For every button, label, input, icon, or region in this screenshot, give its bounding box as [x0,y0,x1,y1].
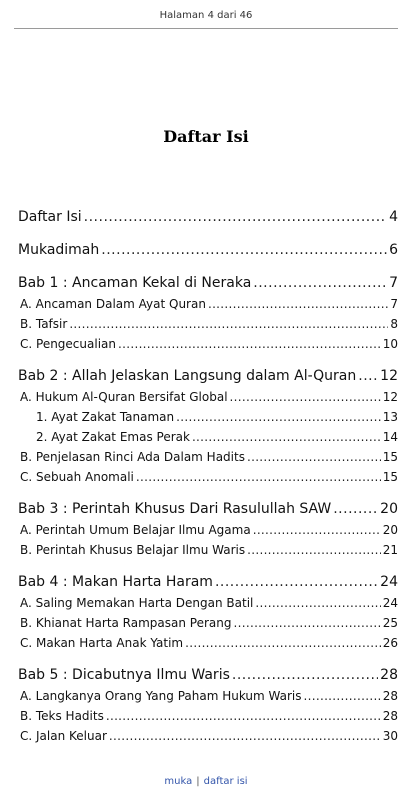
toc-leader-dots [232,664,378,686]
toc-leader-dots [358,365,378,387]
toc-entry-label: B. Tafsir [20,317,68,331]
toc-entry[interactable] [18,334,398,354]
toc-entry-page: 14 [382,430,398,444]
toc-entry[interactable] [18,239,398,261]
toc-entry[interactable] [18,686,398,706]
toc-entry[interactable] [18,540,398,560]
toc-entry-page: 24 [382,596,398,610]
toc-entry[interactable] [18,365,398,387]
toc-leader-dots [304,686,381,706]
toc-leader-dots [234,613,381,633]
toc-entry[interactable] [18,726,398,746]
toc-entry-page: 30 [382,729,398,743]
toc-entry[interactable] [18,706,398,726]
toc-entry-label: A. Saling Memakan Harta Dengan Batil [20,596,254,610]
toc-leader-dots [101,239,387,261]
header-divider [14,28,398,29]
toc-entry-page: 13 [382,410,398,424]
toc-leader-dots [106,706,381,726]
toc-entry[interactable] [18,467,398,487]
toc-entry-page: 20 [380,501,398,517]
toc-entry[interactable] [18,427,398,447]
toc-leader-dots [192,427,381,447]
toc-leader-dots [109,726,381,746]
toc-entry[interactable] [18,407,398,427]
toc-entry-page: 7 [389,275,398,291]
toc-entry-page: 28 [380,667,398,683]
toc-leader-dots [247,540,381,560]
toc-leader-dots [185,633,381,653]
toc-entry-label: A. Langkanya Orang Yang Paham Hukum Waris [20,689,302,703]
toc-entry-page: 28 [382,709,398,723]
toc-leader-dots [84,206,387,228]
toc-entry-page: 24 [380,574,398,590]
toc-leader-dots [69,314,388,334]
table-of-contents [18,206,398,746]
toc-entry[interactable] [18,447,398,467]
footer-separator: | [196,776,200,787]
toc-entry-label: 2. Ayat Zakat Emas Perak [36,430,190,444]
toc-leader-dots [136,467,381,487]
toc-entry-label: B. Khianat Harta Rampasan Perang [20,616,232,630]
toc-leader-dots [255,593,380,613]
toc-entry-page: 8 [390,317,398,331]
toc-entry-label: C. Sebuah Anomali [20,470,134,484]
toc-entry[interactable] [18,387,398,407]
toc-entry-page: 6 [389,242,398,258]
toc-entry-label: A. Perintah Umum Belajar Ilmu Agama [20,523,251,537]
toc-entry-page: 20 [382,523,398,537]
document-title: Daftar Isi [163,127,249,146]
toc-entry[interactable] [18,613,398,633]
toc-entry-label: Bab 5 : Dicabutnya Ilmu Waris [18,667,230,683]
toc-entry-label: Bab 2 : Allah Jelaskan Langsung dalam Al-Quran [18,368,357,384]
toc-leader-dots [215,571,378,593]
toc-entry[interactable] [18,206,398,228]
toc-entry-label: 1. Ayat Zakat Tanaman [36,410,175,424]
toc-entry-page: 12 [382,390,398,404]
toc-entry-page: 4 [389,209,398,225]
toc-entry[interactable] [18,520,398,540]
toc-link[interactable]: daftar isi [203,776,248,787]
toc-entry[interactable] [18,593,398,613]
toc-entry[interactable] [18,498,398,520]
home-link[interactable]: muka [164,776,193,787]
page-counter: Halaman 4 dari 46 [159,10,253,21]
toc-leader-dots [253,520,381,540]
toc-entry-label: Daftar Isi [18,209,82,225]
toc-entry-label: Bab 4 : Makan Harta Haram [18,574,213,590]
toc-entry[interactable] [18,272,398,294]
toc-entry-label: B. Perintah Khusus Belajar Ilmu Waris [20,543,246,557]
toc-entry-page: 21 [382,543,398,557]
toc-entry-label: B. Penjelasan Rinci Ada Dalam Hadits [20,450,245,464]
toc-leader-dots [208,294,388,314]
toc-leader-dots [333,498,378,520]
toc-entry[interactable] [18,314,398,334]
toc-entry-page: 28 [382,689,398,703]
toc-entry[interactable] [18,571,398,593]
toc-entry[interactable] [18,294,398,314]
toc-entry-page: 26 [382,636,398,650]
toc-entry-label: C. Jalan Keluar [20,729,107,743]
toc-entry-page: 10 [382,337,398,351]
toc-entry-page: 15 [382,450,398,464]
toc-entry-page: 25 [382,616,398,630]
toc-entry-label: Bab 1 : Ancaman Kekal di Neraka [18,275,252,291]
toc-entry-label: A. Hukum Al-Quran Bersifat Global [20,390,228,404]
toc-leader-dots [118,334,381,354]
toc-entry[interactable] [18,664,398,686]
toc-entry-page: 7 [390,297,398,311]
toc-entry-page: 15 [382,470,398,484]
toc-entry-label: C. Pengecualian [20,337,116,351]
toc-leader-dots [230,387,381,407]
toc-leader-dots [247,447,381,467]
footer-nav [0,776,412,787]
toc-entry[interactable] [18,633,398,653]
toc-leader-dots [176,407,381,427]
toc-entry-label: Bab 3 : Perintah Khusus Dari Rasulullah SAW [18,501,332,517]
toc-entry-label: Mukadimah [18,242,100,258]
toc-entry-label: B. Teks Hadits [20,709,104,723]
toc-entry-label: C. Makan Harta Anak Yatim [20,636,184,650]
toc-entry-page: 12 [380,368,398,384]
toc-leader-dots [253,272,387,294]
toc-entry-label: A. Ancaman Dalam Ayat Quran [20,297,206,311]
